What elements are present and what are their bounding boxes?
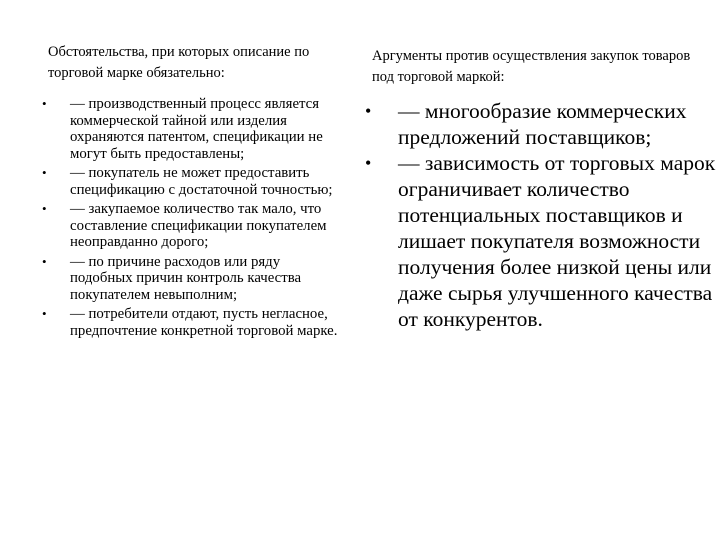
bullet-icon: •: [42, 306, 47, 321]
list-item-text: — потребители отдают, пусть негласное, предпочтение конкретной торговой марке.: [70, 306, 338, 339]
list-item: [40, 254, 345, 304]
list-item: [363, 150, 718, 332]
list-item-text: — покупатель не может предоставить спецификацию с достаточной точностью;: [70, 165, 333, 198]
bullet-icon: •: [42, 96, 47, 111]
list-item-text: — многообразие коммерческих предложений поставщиков;: [398, 99, 687, 149]
list-item-text: — производственный процесс является коммерческой тайной или изделия охраняются патентом, спецификации не могут быть предоставлены;: [70, 96, 323, 162]
list-item: [363, 98, 718, 150]
list-item-text: — закупаемое количество так мало, что составление спецификации покупателем неоправданно дорого;: [70, 201, 327, 250]
right-heading: Аргументы против осуществления закупок товаров под торговой маркой:: [372, 48, 691, 85]
bullet-icon: •: [42, 165, 47, 180]
list-item: [40, 201, 345, 251]
list-item: [40, 96, 345, 162]
list-item-text: — зависимость от торговых марок ограничивает количество потенциальных поставщиков и лишает покупателя возможности получения более низкой цены или даже сырья улучшенного качества от конкурентов.: [398, 151, 716, 331]
list-item-text: — по причине расходов или ряду подобных причин контроль качества покупателем невыполним;: [70, 253, 302, 303]
list-item: [40, 165, 345, 198]
bullet-icon: •: [42, 253, 47, 269]
bullet-icon: •: [42, 201, 47, 216]
right-list: [363, 98, 718, 332]
left-list: [40, 96, 345, 342]
bullet-icon: •: [365, 153, 372, 173]
left-heading: Обстоятельства, при которых описание по торговой марке обязательно:: [48, 44, 310, 81]
list-item: [40, 306, 345, 339]
bullet-icon: •: [365, 101, 372, 121]
